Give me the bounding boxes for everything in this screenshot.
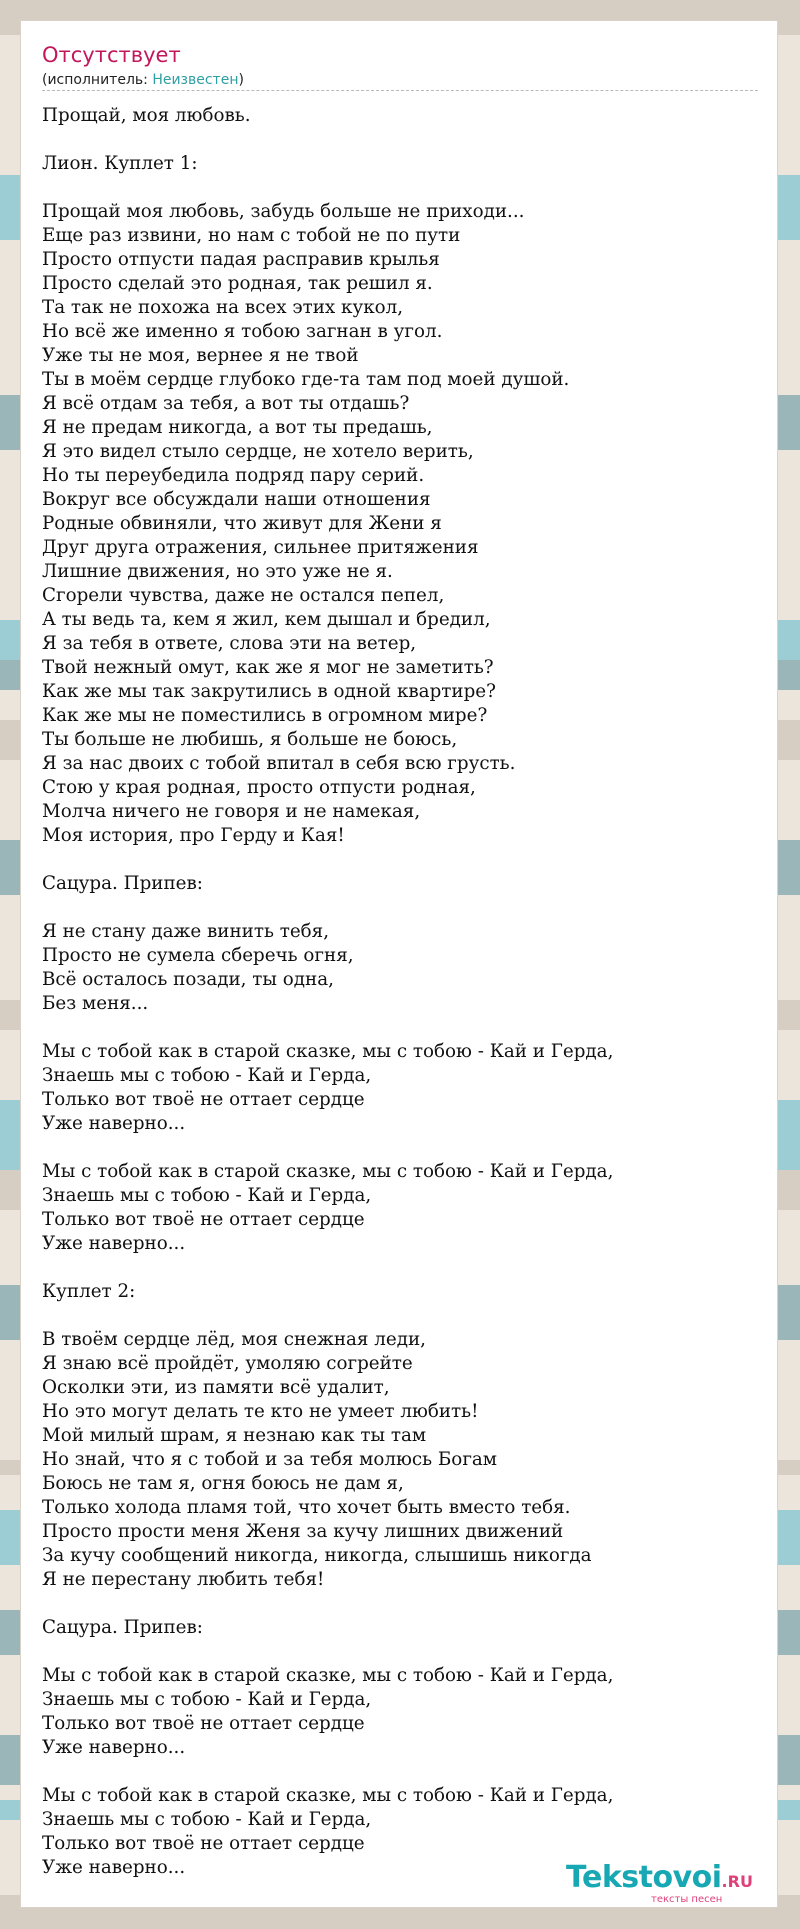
- logo-tld: .RU: [721, 1872, 753, 1891]
- lyrics-card: [20, 20, 778, 1908]
- logo-tagline: тексты песен: [651, 1894, 723, 1905]
- logo-name: Tekstovoi: [566, 1860, 722, 1895]
- site-logo[interactable]: [546, 1860, 776, 1918]
- song-title: Отсутствует: [42, 43, 181, 67]
- performer-link[interactable]: Неизвестен: [152, 72, 239, 88]
- performer-line: [42, 71, 244, 89]
- performer-suffix: ): [238, 72, 244, 88]
- title-divider: [42, 90, 758, 91]
- lyrics-text: Прощай, моя любовь. Лион. Куплет 1: Прощай моя любовь, забудь больше не приходи... Еще раз извини, но нам с тобой не по пути Просто отпусти падая расправив крылья Просто сделай это родная, так решил я. Та так не похожа на всех этих кукол, Но всё же именно я тобою загнан в угол. Уже ты не моя, вернее я не твой Ты в моём сердце глубоко где-та там под моей душой. Я всё отдам за тебя, а вот ты отдашь? Я не предам никогда, а вот ты предашь, Я это видел стыло сердце, не хотело верить, Но ты переубедила подряд пару серий. Вокруг все обсуждали наши отношения Родные обвиняли, что живут для Жени я Друг друга отражения, сильнее притяжения Лишние движения, но это уже не я. Сгорели чувства, даже не остался пепел, А ты ведь та, кем я жил, кем дышал и бредил, Я за тебя в ответе, слова эти на ветер, Твой нежный омут, как же я мог не заметить? Как же мы так закрутились в одной квартире? Как же мы не поместились в огромном мире? Ты больше не любишь, я больше не боюсь, Я за нас двоих с тобой впитал в себя всю грусть. Стою у края родная, просто отпусти родная, Молча ничего не говоря и не намекая, Моя история, про Герду и Кая! Сацура. Припев: Я не стану даже винить тебя, Просто не сумела сберечь огня, Всё осталось позади, ты одна, Без меня... Мы с тобой как в старой сказке, мы с тобою - Кай и Герда, Знаешь мы с тобою - Кай и Герда, Только вот твоё не оттает сердце Уже наверно... Мы с тобой как в старой сказке, мы с тобою - Кай и Герда, Знаешь мы с тобою - Кай и Герда, Только вот твоё не оттает сердце Уже наверно... Куплет 2: В твоём сердце лёд, моя снежная леди, Я знаю всё пройдёт, умоляю согрейте Осколки эти, из памяти всё удалит, Но это могут делать те кто не умеет любить! Мой милый шрам, я незнаю как ты там Но знай, что я с тобой и за тебя молюсь Богам Боюсь не там я, огня боюсь не дам я, Только холода пламя той, что хочет быть вместо тебя. Просто прости меня Женя за кучу лишних движений За кучу сообщений никогда, никогда, слышишь никогда Я не перестану любить тебя! Сацура. Припев: Мы с тобой как в старой сказке, мы с тобою - Кай и Герда, Знаешь мы с тобою - Кай и Герда, Только вот твоё не оттает сердце Уже наверно... Мы с тобой как в старой сказке, мы с тобою - Кай и Герда, Знаешь мы с тобою - Кай и Герда, Только вот твоё не оттает сердце Уже наверно...: [42, 105, 614, 1878]
- performer-prefix: (исполнитель:: [42, 72, 153, 88]
